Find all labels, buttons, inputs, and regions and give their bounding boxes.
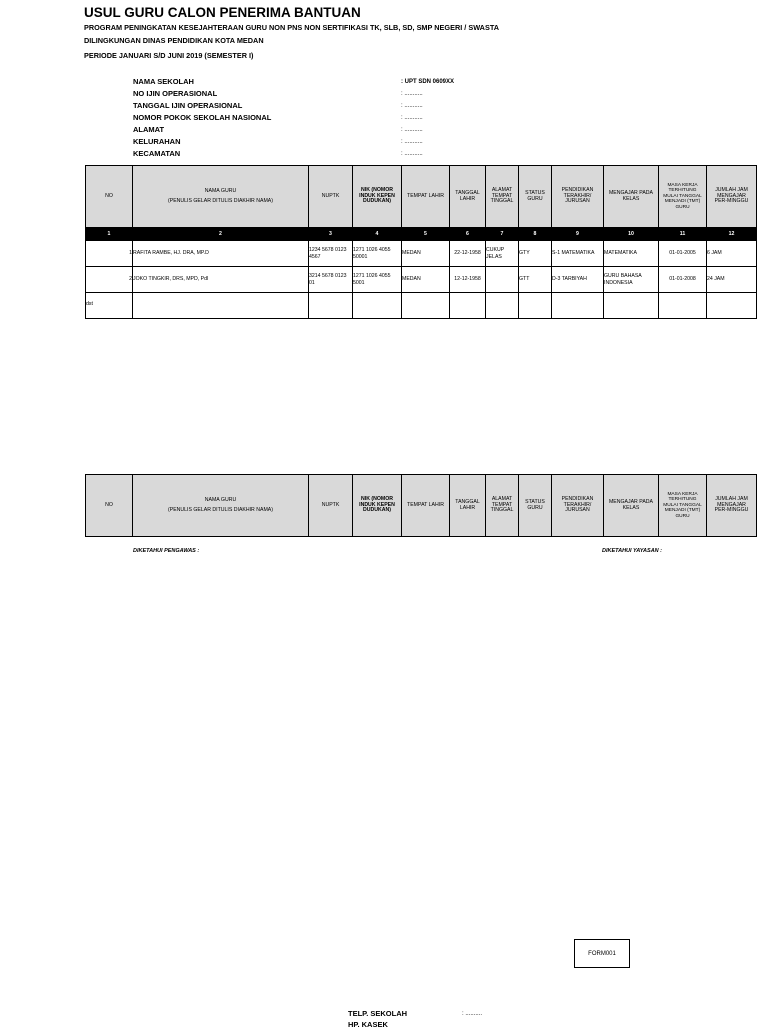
footer-hp-label: HP. KASEK <box>348 1020 388 1029</box>
header-nuptk: NUPTK <box>309 475 353 537</box>
info-label-kelurahan: KELURAHAN <box>133 137 181 146</box>
header-nuptk: NUPTK <box>309 166 353 228</box>
cell-no: 2 <box>86 267 133 293</box>
cell-education <box>552 293 604 319</box>
header-teacher-name <box>133 475 309 537</box>
info-value-permit-number: : ........... <box>401 91 423 97</box>
cell-nik: 1271 1026 4055 5001 <box>353 267 402 293</box>
cell-teaching-class: MATEMATIKA <box>604 241 659 267</box>
header-education: PENDIDIKAN TERAKHIR/ JURUSAN <box>552 166 604 228</box>
header-teacher-name-note: (PENULIS GELAR DITULIS DIAKHIR NAMA) <box>168 506 273 513</box>
header-teacher-name-label: NAMA GURU <box>204 187 237 194</box>
cell-work-period: 01-01-2005 <box>659 241 707 267</box>
document-subtitle-office: DILINGKUNGAN DINAS PENDIDIKAN KOTA MEDAN <box>84 36 264 45</box>
cell-status: GTT <box>519 267 552 293</box>
header-teaching-class: MENGAJAR PADA KELAS <box>604 475 659 537</box>
column-number: 10 <box>604 228 659 241</box>
header-birthplace: TEMPAT LAHIR <box>402 166 450 228</box>
column-number: 4 <box>353 228 402 241</box>
info-label-address: ALAMAT <box>133 125 165 134</box>
document-subtitle-program: PROGRAM PENINGKATAN KESEJAHTERAAN GURU NON PNS NON SERTIFIKASI TK, SLB, SD, SMP NEGERI / SWASTA <box>84 23 500 32</box>
cell-education: D-3 TARBIYAH <box>552 267 604 293</box>
cell-hours: 24 JAM <box>707 267 757 293</box>
cell-name: RAFITA RAMBE, HJ. DRA, MP.D <box>133 241 309 267</box>
header-work-period: MASA KERJA TERHITUNG MULAI TANGGAL MENJADI (TMT) GURU <box>659 475 707 537</box>
header-hours: JUMLAH JAM MENGAJAR PER-MINGGU <box>707 475 757 537</box>
cell-hours: 6 JAM <box>707 241 757 267</box>
footer-phone-value: : .......... <box>462 1011 483 1017</box>
info-value-kecamatan: : ........... <box>401 151 423 157</box>
table-row <box>86 293 757 319</box>
header-status: STATUS GURU <box>519 166 552 228</box>
cell-name <box>133 293 309 319</box>
info-value-permit-date: : ........... <box>401 103 423 109</box>
cell-birthplace: MEDAN <box>402 267 450 293</box>
footer-phone-label: TELP. SEKOLAH <box>348 1009 408 1018</box>
signature-foundation-label: DIKETAHUI YAYASAN : <box>602 548 662 554</box>
info-value-address: : ........... <box>401 127 423 133</box>
column-number: 1 <box>86 228 133 241</box>
column-number: 2 <box>133 228 309 241</box>
document-title: USUL GURU CALON PENERIMA BANTUAN <box>84 5 361 20</box>
info-label-permit-number: NO IJIN OPERASIONAL <box>133 89 218 98</box>
cell-no: dst <box>86 293 133 319</box>
column-number: 7 <box>486 228 519 241</box>
info-value-kelurahan: : ........... <box>401 139 423 145</box>
cell-education: S-1 MATEMATIKA <box>552 241 604 267</box>
header-birthdate: TANGGAL LAHIR <box>450 166 486 228</box>
header-teacher-name-label: NAMA GURU <box>204 496 237 503</box>
column-number-row <box>86 228 757 241</box>
cell-nuptk: 1234 5678 0123 4567 <box>309 241 353 267</box>
column-number: 8 <box>519 228 552 241</box>
cell-nuptk: 3214 5678 0123 01 <box>309 267 353 293</box>
table-row <box>86 241 757 267</box>
cell-teaching-class: GURU BAHASA INDONESIA <box>604 267 659 293</box>
column-number: 3 <box>309 228 353 241</box>
cell-nik: 1271 1026 4055 50001 <box>353 241 402 267</box>
column-number: 5 <box>402 228 450 241</box>
info-label-npsn: NOMOR POKOK SEKOLAH NASIONAL <box>133 113 272 122</box>
header-work-period: MASA KERJA TERHITUNG MULAI TANGGAL MENJADI (TMT) GURU <box>659 166 707 228</box>
cell-birthdate: 22-12-1958 <box>450 241 486 267</box>
column-number: 6 <box>450 228 486 241</box>
cell-name: JOKO TINGKIR, DRS, MPD, PdI <box>133 267 309 293</box>
teacher-table-continued <box>85 474 757 537</box>
header-birthplace: TEMPAT LAHIR <box>402 475 450 537</box>
table-row <box>86 267 757 293</box>
cell-status: GTY <box>519 241 552 267</box>
header-education: PENDIDIKAN TERAKHIR/ JURUSAN <box>552 475 604 537</box>
header-address: ALAMAT TEMPAT TINGGAL <box>486 475 519 537</box>
cell-address <box>486 293 519 319</box>
form-code-box: FORM001 <box>574 939 630 968</box>
cell-no: 1 <box>86 241 133 267</box>
header-nik: NIK (NOMOR INDUK KEPEN DUDUKAN) <box>353 475 402 537</box>
info-label-kecamatan: KECAMATAN <box>133 149 181 158</box>
header-no: NO <box>86 475 133 537</box>
info-label-school-name: NAMA SEKOLAH <box>133 77 194 86</box>
info-value-school-name: : UPT SDN 0609XX <box>401 79 455 85</box>
cell-birthdate <box>450 293 486 319</box>
header-nik: NIK (NOMOR INDUK KEPEN DUDUKAN) <box>353 166 402 228</box>
cell-work-period: 01-01-2008 <box>659 267 707 293</box>
cell-birthplace <box>402 293 450 319</box>
teacher-table <box>85 165 757 319</box>
info-value-npsn: : ........... <box>401 115 423 121</box>
cell-work-period <box>659 293 707 319</box>
info-label-permit-date: TANGGAL IJIN OPERASIONAL <box>133 101 243 110</box>
cell-birthplace: MEDAN <box>402 241 450 267</box>
header-teacher-name-note: (PENULIS GELAR DITULIS DIAKHIR NAMA) <box>168 197 273 204</box>
header-no: NO <box>86 166 133 228</box>
cell-status <box>519 293 552 319</box>
table-header-row <box>86 475 757 537</box>
cell-address: CUKUP JELAS <box>486 241 519 267</box>
cell-teaching-class <box>604 293 659 319</box>
header-status: STATUS GURU <box>519 475 552 537</box>
header-hours: JUMLAH JAM MENGAJAR PER-MINGGU <box>707 166 757 228</box>
column-number: 11 <box>659 228 707 241</box>
document-period: PERIODE JANUARI S/D JUNI 2019 (SEMESTER I) <box>84 51 254 60</box>
table-header-row <box>86 166 757 228</box>
header-address: ALAMAT TEMPAT TINGGAL <box>486 166 519 228</box>
cell-nuptk <box>309 293 353 319</box>
cell-nik <box>353 293 402 319</box>
cell-hours <box>707 293 757 319</box>
header-teaching-class: MENGAJAR PADA KELAS <box>604 166 659 228</box>
header-birthdate: TANGGAL LAHIR <box>450 475 486 537</box>
cell-birthdate: 12-12-1958 <box>450 267 486 293</box>
signature-supervisor-label: DIKETAHUI PENGAWAS : <box>133 548 200 554</box>
header-teacher-name <box>133 166 309 228</box>
column-number: 12 <box>707 228 757 241</box>
cell-address <box>486 267 519 293</box>
column-number: 9 <box>552 228 604 241</box>
